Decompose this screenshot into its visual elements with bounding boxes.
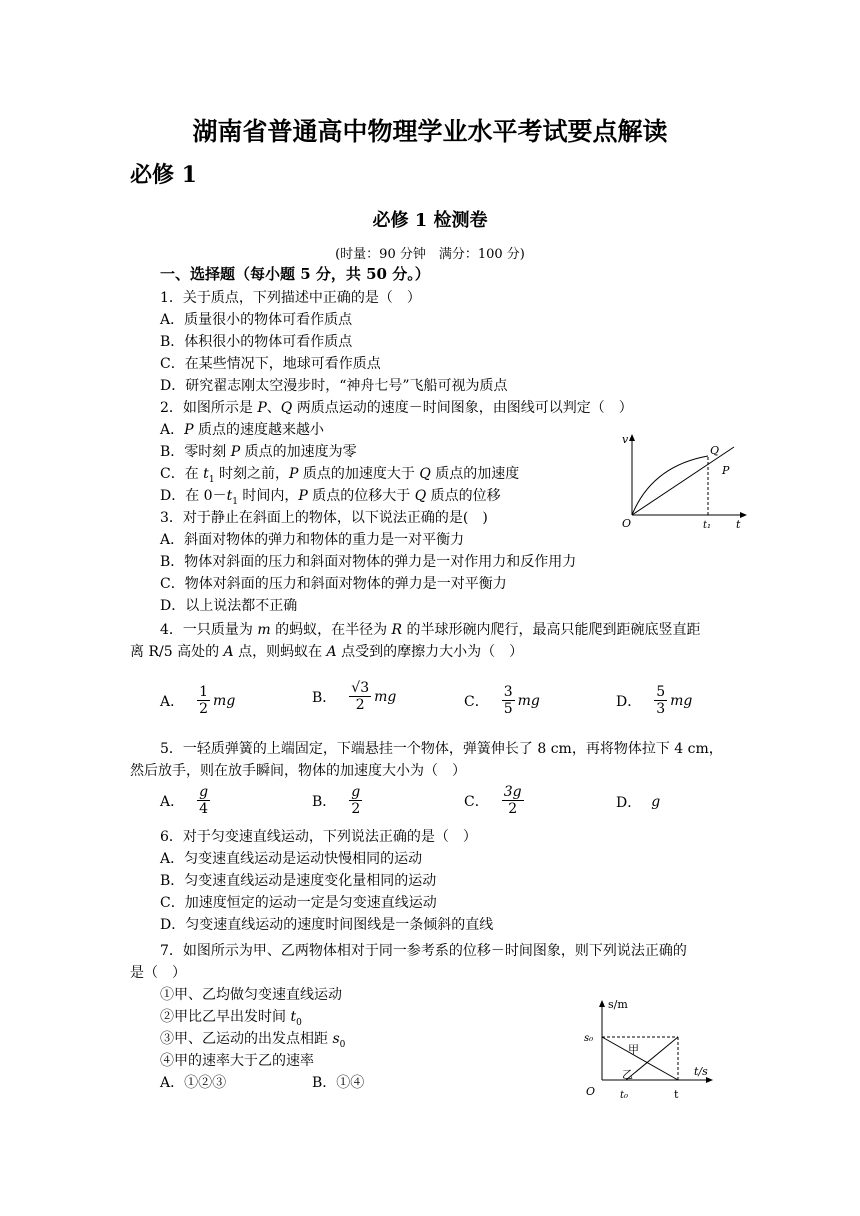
t-axis-arrow	[740, 512, 747, 518]
line-q	[632, 447, 734, 515]
q7-stem-line1: 7．如图所示为甲、乙两物体相对于同一参考系的位移－时间图象，则下列说法正确的	[160, 943, 687, 959]
q2-velocity-time-graph	[618, 430, 758, 535]
q2-stem: 2．如图所示是 P、Q 两质点运动的速度－时间图象，由图线可以判定（ ）	[160, 400, 633, 416]
q3-option-a: A．斜面对物体的弹力和物体的重力是一对平衡力	[160, 532, 465, 548]
v-axis-arrow	[629, 434, 635, 441]
q5-stem-line1: 5．一轻质弹簧的上端固定，下端悬挂一个物体，弹簧伸长了 8 cm，再将物体拉下 4 cm，	[160, 741, 723, 757]
p-curve-label: P	[722, 464, 730, 477]
t-axis-label: t/s	[694, 1065, 708, 1078]
q6-stem: 6．对于匀变速直线运动，下列说法正确的是（ ）	[160, 829, 477, 845]
s-axis-arrow	[599, 1000, 605, 1007]
q7-displacement-time-graph	[578, 995, 718, 1105]
section-heading: 必修 1	[130, 162, 197, 188]
q3-stem: 3．对于静止在斜面上的物体，以下说法正确的是( )	[160, 510, 488, 526]
origin-label: O	[622, 517, 632, 530]
q7-statement-1: ①甲、乙均做匀变速直线运动	[160, 987, 342, 1003]
q4-option-c: C． $\frac{3}{5}$ mg	[464, 684, 540, 717]
q2-option-d: D．在 $0-t_1$ 时间内，P 质点的位移大于 Q 质点的位移	[160, 488, 501, 507]
q4-stem-line2: 离 R/5 高处的 A 点，则蚂蚁在 A 点受到的摩擦力大小为（ ）	[130, 644, 524, 660]
q7-stem-line2: 是（ ）	[130, 965, 186, 981]
q1-option-c: C．在某些情况下，地球可看作质点	[160, 356, 381, 372]
q7-statement-2: ②甲比乙早出发时间 $t_0$	[160, 1009, 302, 1028]
q1-option-d: D．研究翟志刚太空漫步时，“神舟七号”飞船可视为质点	[160, 378, 508, 394]
q5-option-d: D． g	[616, 794, 661, 811]
s0-label: s₀	[584, 1033, 594, 1044]
s-axis-label: s/m	[608, 998, 628, 1011]
q5-option-b: B． $\frac{g}{2}$	[312, 784, 361, 817]
q4-option-b: B． $\frac{√3}{2}$ mg	[312, 680, 397, 713]
q6-option-d: D．匀变速直线运动的速度时间图线是一条倾斜的直线	[160, 917, 494, 933]
curve-p	[632, 456, 708, 515]
v-axis-label: v	[622, 433, 629, 446]
t0-label: t₀	[620, 1090, 629, 1101]
t-label: t	[674, 1088, 679, 1101]
q7-statement-3: ③甲、乙运动的出发点相距 $s_0$	[160, 1031, 346, 1050]
q5-stem-line2: 然后放手，则在放手瞬间，物体的加速度大小为（ ）	[130, 763, 466, 779]
q2-option-b: B．零时刻 P 质点的加速度为零	[160, 444, 357, 460]
q4-stem-line1: 4．一只质量为 m 的蚂蚁，在半径为 R 的半球形碗内爬行，最高只能爬到距碗底竖直距	[160, 622, 701, 638]
part-heading: 一、选择题（每小题 5 分，共 50 分。）	[160, 265, 430, 283]
time-info: (时量：90 分钟 满分：100 分)	[335, 247, 525, 262]
q-curve-label: Q	[710, 444, 720, 457]
q3-option-b: B．物体对斜面的压力和斜面对物体的弹力是一对作用力和反作用力	[160, 554, 577, 570]
q5-option-c: C． $\frac{3g}{2}$	[464, 784, 522, 817]
test-subtitle: 必修 1 检测卷	[372, 210, 488, 231]
q1-option-b: B．体积很小的物体可看作质点	[160, 334, 353, 350]
q6-option-a: A．匀变速直线运动是运动快慢相同的运动	[160, 851, 423, 867]
jia-label: 甲	[628, 1043, 639, 1056]
q5-option-a: A． $\frac{g}{4}$	[160, 784, 209, 817]
q4-option-a: A． $\frac{1}{2}$ mg	[160, 684, 236, 717]
q4-option-d: D． $\frac{5}{3}$ mg	[616, 684, 693, 717]
t1-label: t₁	[703, 520, 712, 531]
q1-stem: 1．关于质点，下列描述中正确的是（ ）	[160, 290, 421, 306]
page-title: 湖南省普通高中物理学业水平考试要点解读	[192, 117, 668, 146]
q1-option-a: A．质量很小的物体可看作质点	[160, 312, 353, 328]
t-axis-label: t	[736, 518, 741, 531]
q3-option-d: D．以上说法都不正确	[160, 598, 298, 614]
q6-option-b: B．匀变速直线运动是速度变化量相同的运动	[160, 873, 437, 889]
q3-option-c: C．物体对斜面的压力和斜面对物体的弹力是一对平衡力	[160, 576, 507, 592]
line-jia	[602, 1037, 678, 1080]
q2-option-c: C．在 $t_1$ 时刻之前，P 质点的加速度大于 Q 质点的加速度	[160, 466, 520, 485]
q7-option-b: B．①④	[312, 1075, 365, 1091]
q2-option-a: A．P 质点的速度越来越小	[160, 422, 324, 438]
q6-option-c: C．加速度恒定的运动一定是匀变速直线运动	[160, 895, 437, 911]
origin-label: O	[586, 1085, 596, 1098]
yi-label: 乙	[622, 1068, 633, 1081]
q7-statement-4: ④甲的速率大于乙的速率	[160, 1053, 314, 1069]
q7-option-a: A．①②③	[160, 1075, 227, 1091]
